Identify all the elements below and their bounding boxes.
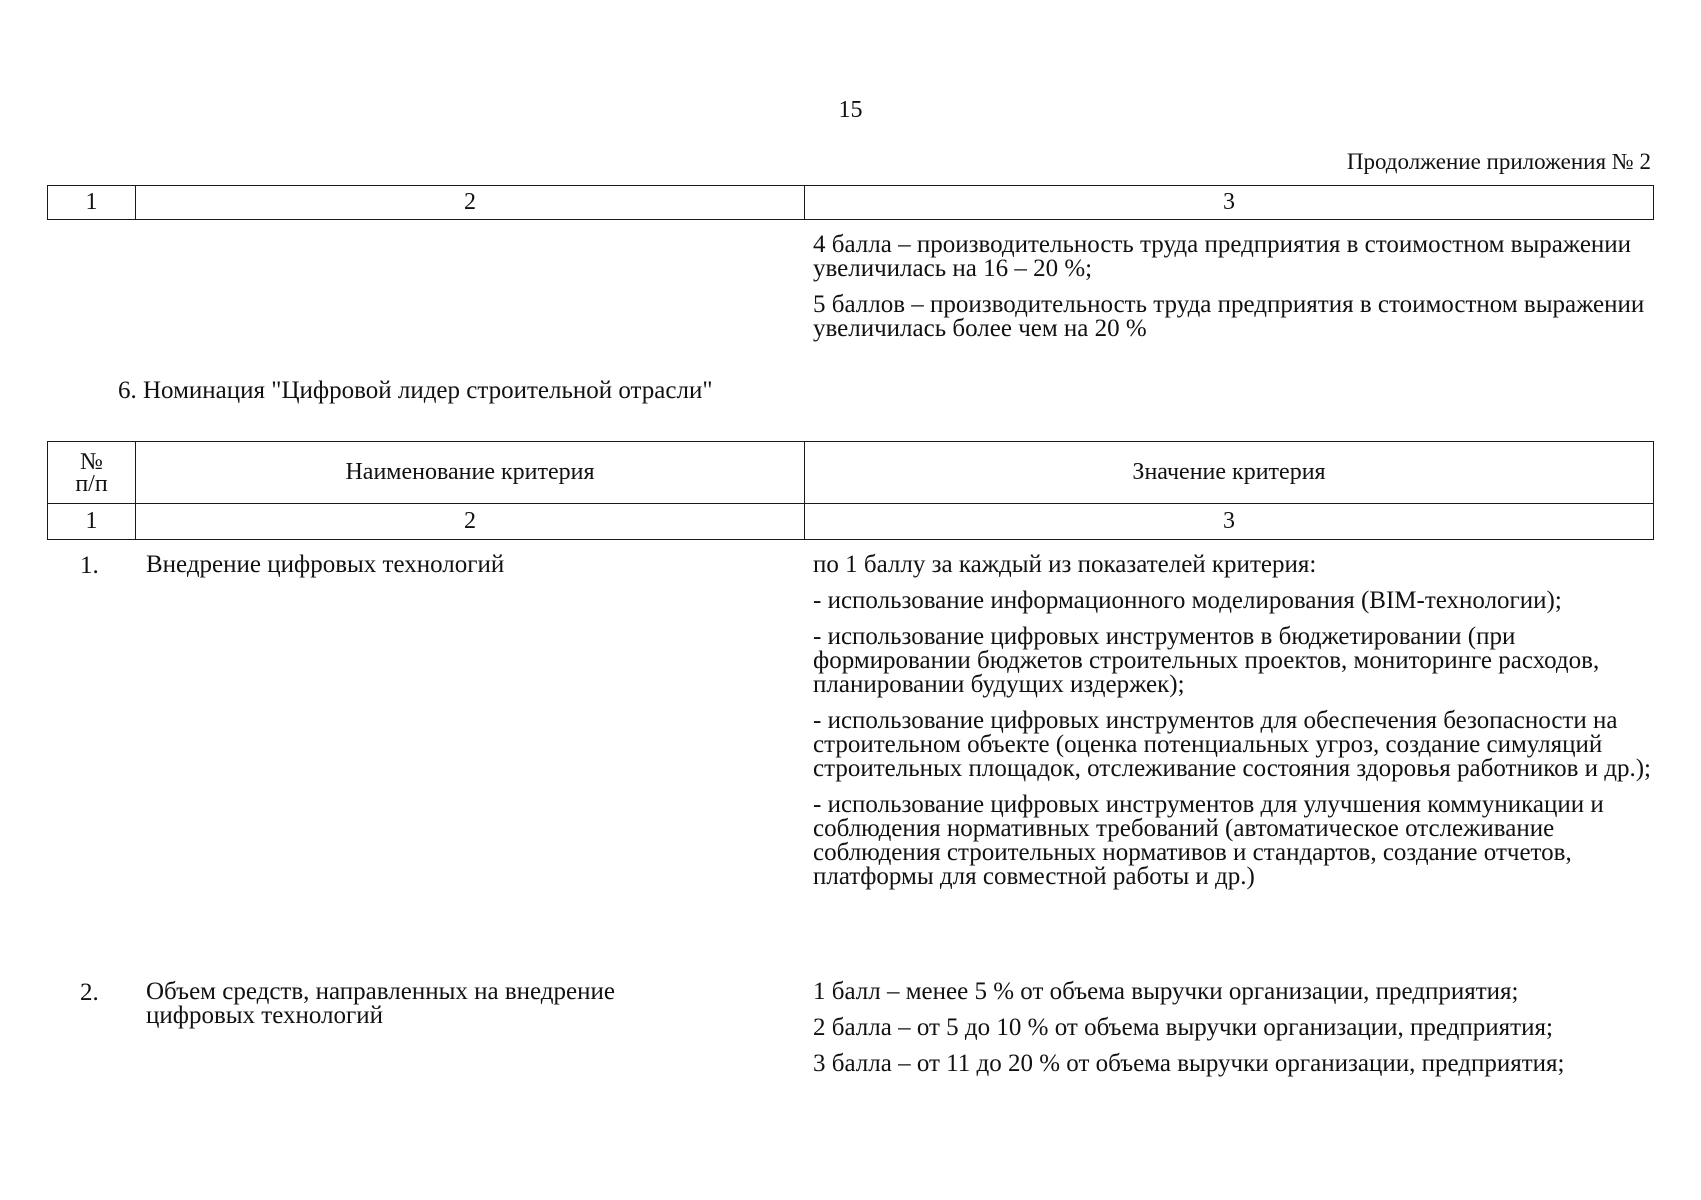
top-index-table [47,185,1654,220]
header-number-symbol: № [80,448,103,475]
row-criterion-name: Внедрение цифровых технологий [146,551,505,578]
header-number [48,442,136,504]
index-col-3: 3 [805,504,1654,540]
criterion-value-item: - использование цифровых инструментов для улучшения коммуникации и соблюдения нормативных требований (автоматическое отслеживание соблюдения строительных нормативов и стандартов, создание отчетов, платформы для совместной работы и др.) [813,791,1604,890]
criterion-value-item: - использование информационного моделирования (BIM-технологии); [813,587,1562,614]
criterion-value-item: 3 балла – от 11 до 20 % от объема выручки организации, предприятия; [813,1050,1565,1077]
carry-over-item: 5 баллов – производительность труда предприятия в стоимостном выражении увеличилась более чем на 20 % [813,291,1645,342]
header-number-pp: п/п [75,470,108,497]
row-criterion-name: Объем средств, направленных на внедрение цифровых технологий [146,978,615,1029]
page-number: 15 [838,97,863,123]
criterion-value-item: 1 балл – менее 5 % от объема выручки организации, предприятия; [813,978,1519,1005]
carry-over-item: 4 балла – производительность труда предприятия в стоимостном выражении увеличилась на 16 – 20 %; [813,231,1632,282]
criteria-header-table [47,441,1654,540]
index-col-2: 2 [136,504,805,540]
index-col-1: 1 [48,504,136,540]
row-criterion-values [813,553,1663,901]
carry-over-criteria [813,233,1663,353]
criterion-value-item: - использование цифровых инструментов в бюджетировании (при формировании бюджетов строительных проектов, мониторинге расходов, планировании будущих издержек); [813,623,1600,698]
row-number: 1. [80,552,99,579]
continuation-label: Продолжение приложения № 2 [1346,149,1651,174]
header-criterion-name: Наименование критерия [136,442,805,504]
row-number: 2. [80,979,99,1006]
criterion-value-item: 2 балла – от 5 до 10 % от объема выручки организации, предприятия; [813,1014,1553,1041]
header-criterion-value: Значение критерия [805,442,1654,504]
criterion-value-item: по 1 баллу за каждый из показателей критерия: [813,551,1317,578]
section-title: 6. Номинация "Цифровой лидер строительной отрасли" [118,377,713,404]
top-col-2: 2 [136,186,805,220]
row-criterion-values [813,980,1663,1088]
top-col-1: 1 [48,186,136,220]
criterion-value-item: - использование цифровых инструментов для обеспечения безопасности на строительном объекте (оценка потенциальных угроз, создание симуляций строительных площадок, отслеживание состояния здоровья работников и др.); [813,707,1652,782]
top-col-3: 3 [805,186,1654,220]
